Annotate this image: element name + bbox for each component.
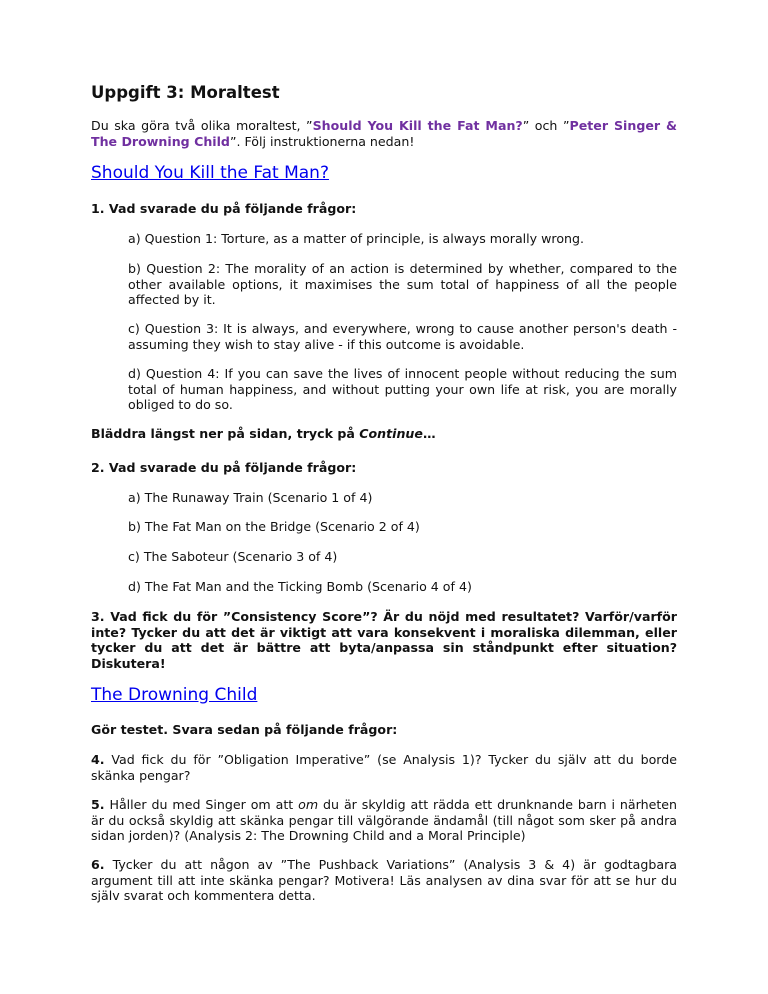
intro-text-2: ” och ” <box>522 118 570 133</box>
scroll-instruction-text: Bläddra längst ner på sidan, tryck på <box>91 426 360 441</box>
scroll-instruction-end: … <box>422 426 436 441</box>
question-2-item-c: c) The Saboteur (Scenario 3 of 4) <box>128 549 338 564</box>
question-4 <box>91 752 677 783</box>
scroll-instruction <box>91 426 677 442</box>
question-4-text: Vad fick du för ”Obligation Imperative” (se Analysis 1)? Tycker du själv att du borde skänka pengar? <box>91 752 677 783</box>
question-1-item-b: b) Question 2: The morality of an action is determined by whether, compared to the other available options, it maximises the sum total of happiness of all the people affected by it. <box>128 261 677 307</box>
question-5-text-a: Håller du med Singer om att <box>104 797 299 812</box>
continue-label: Continue <box>359 426 423 441</box>
question-2-item-b: b) The Fat Man on the Bridge (Scenario 2 of 4) <box>128 519 420 534</box>
question-3: 3. Vad fick du för ”Consistency Score”? Är du nöjd med resultatet? Varför/varför inte? Tycker du att det är viktigt att vara konsekvent i moraliska dilemman, eller tycker du att det är bättre att byta/anpassa sin ståndpunkt efter situation? Diskutera! <box>91 609 677 671</box>
question-2-item-a: a) The Runaway Train (Scenario 1 of 4) <box>128 490 373 505</box>
question-1-item-a: a) Question 1: Torture, as a matter of principle, is always morally wrong. <box>128 231 585 246</box>
drowning-child-test-link[interactable]: Peter Singer & The Drowning Child <box>91 118 678 149</box>
question-2-heading: 2. Vad svarade du på följande frågor: <box>91 460 357 475</box>
question-1-item-d: d) Question 4: If you can save the lives of innocent people without reducing the sum total of human happiness, and without putting your own life at risk, you are morally obliged to do so. <box>128 366 677 412</box>
question-6 <box>91 857 677 904</box>
question-1-item-c: c) Question 3: It is always, and everywhere, wrong to cause another person's death - assuming they wish to stay alive - if this outcome is avoidable. <box>128 321 677 352</box>
question-5-text-b: du är skyldig att rädda ett drunknande barn i närheten är du också skyldig att skänka pengar till välgörande ändamål (till något som sker på andra sidan jorden)? (Analysis 2: The Drowning Child and a Moral Principle) <box>91 797 677 843</box>
question-5 <box>91 797 677 844</box>
question-4-number: 4. <box>91 752 105 767</box>
question-6-number: 6. <box>91 857 105 872</box>
question-2-item-d: d) The Fat Man and the Ticking Bomb (Scenario 4 of 4) <box>128 579 472 594</box>
section-heading-fat-man[interactable]: Should You Kill the Fat Man? <box>91 163 329 183</box>
intro-text-3: ”. Följ instruktionerna nedan! <box>229 133 415 149</box>
intro-text-1: Du ska göra två olika moraltest, ” <box>91 118 313 133</box>
fat-man-test-link[interactable]: Should You Kill the Fat Man? <box>312 118 523 133</box>
section-heading-drowning-child[interactable]: The Drowning Child <box>91 685 258 705</box>
intro-paragraph <box>91 118 677 149</box>
question-6-text: Tycker du att någon av ”The Pushback Variations” (Analysis 3 & 4) är godtagbara argument till att inte skänka pengar? Motivera! Läs analysen av dina svar för att se hur du själv svarat och kommentera detta. <box>91 857 677 903</box>
question-5-number: 5. <box>91 797 105 812</box>
page-title: Uppgift 3: Moraltest <box>91 83 280 102</box>
drowning-child-instruction: Gör testet. Svara sedan på följande frågor: <box>91 722 398 737</box>
question-5-emphasis: om <box>298 797 319 812</box>
question-1-heading: 1. Vad svarade du på följande frågor: <box>91 201 357 216</box>
